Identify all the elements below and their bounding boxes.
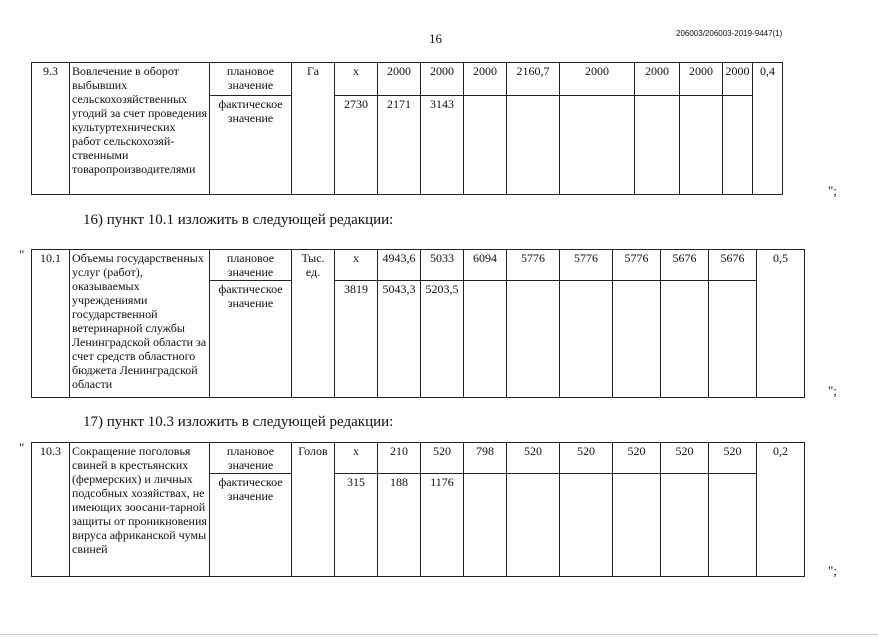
actual-value: 3819 bbox=[335, 281, 378, 398]
actual-value bbox=[613, 474, 661, 577]
actual-value bbox=[507, 96, 560, 195]
actual-value: 2730 bbox=[335, 96, 378, 195]
actual-value bbox=[680, 96, 723, 195]
planned-value: 520 bbox=[613, 443, 661, 474]
section-heading: 17) пункт 10.3 изложить в следующей редакции: bbox=[83, 414, 394, 430]
indicator-description: Сокращение поголовья свиней в крестьянских (фермерских) и личных подсобных хозяйствах, не имеющих зоосани-тарной защиты от проникновения вируса африканской чумы свиней bbox=[70, 443, 210, 577]
unit-cell: Тыс. ед. bbox=[292, 250, 335, 398]
actual-value bbox=[560, 96, 635, 195]
planned-value: 2000 bbox=[680, 63, 723, 96]
planned-value: 5033 bbox=[421, 250, 464, 281]
indicator-description: Вовлечение в оборот выбывших сельскохозяйственных угодий за счет проведения культуртехнических работ сельскохозяй-ственными товаропроизводителями bbox=[70, 63, 210, 195]
planned-value: 5676 bbox=[661, 250, 709, 281]
actual-value bbox=[464, 96, 507, 195]
opening-quote: " bbox=[19, 440, 25, 455]
document-id: 206003/206003-2019-9447(1) bbox=[676, 29, 783, 38]
actual-value bbox=[709, 281, 757, 398]
actual-value bbox=[464, 281, 507, 398]
planned-value: х bbox=[335, 63, 378, 96]
planned-value: 520 bbox=[661, 443, 709, 474]
actual-label: фактическое значение bbox=[210, 281, 292, 398]
planned-value: 2000 bbox=[464, 63, 507, 96]
unit-cell: Га bbox=[292, 63, 335, 195]
item-number: 9.3 bbox=[32, 63, 70, 195]
planned-value: х bbox=[335, 250, 378, 281]
planned-value: х bbox=[335, 443, 378, 474]
planned-value: 2160,7 bbox=[507, 63, 560, 96]
planned-label: плановое значение bbox=[210, 63, 292, 96]
actual-value bbox=[613, 281, 661, 398]
planned-label: плановое значение bbox=[210, 443, 292, 474]
actual-value bbox=[709, 474, 757, 577]
closing-quote: "; bbox=[828, 563, 837, 578]
unit-cell: Голов bbox=[292, 443, 335, 577]
planned-value: 6094 bbox=[464, 250, 507, 281]
actual-value: 188 bbox=[378, 474, 421, 577]
actual-value: 315 bbox=[335, 474, 378, 577]
planned-value: 2000 bbox=[421, 63, 464, 96]
actual-value bbox=[560, 474, 613, 577]
planned-value: 5776 bbox=[560, 250, 613, 281]
indicator-table-10-1 bbox=[31, 249, 864, 398]
indicator-table-9-3 bbox=[31, 62, 843, 195]
planned-value: 2000 bbox=[723, 63, 753, 96]
planned-value: 520 bbox=[507, 443, 560, 474]
actual-value bbox=[464, 474, 507, 577]
indicator-description: Объемы государственных услуг (работ), оказываемых учреждениями государственной ветеринарной службы Ленинградской области за счет средств областного бюджета Ленинградской области bbox=[70, 250, 210, 398]
planned-value: 5676 bbox=[709, 250, 757, 281]
closing-quote: "; bbox=[828, 383, 837, 398]
actual-value bbox=[507, 281, 560, 398]
page-edge-divider bbox=[0, 634, 878, 635]
indicator-table-10-3 bbox=[31, 442, 864, 577]
actual-value: 5203,5 bbox=[421, 281, 464, 398]
closing-quote: "; bbox=[828, 183, 837, 198]
planned-value: 798 bbox=[464, 443, 507, 474]
section-heading: 16) пункт 10.1 изложить в следующей редакции: bbox=[83, 212, 394, 228]
actual-value bbox=[661, 281, 709, 398]
planned-value: 4943,6 bbox=[378, 250, 421, 281]
actual-value bbox=[635, 96, 680, 195]
actual-value bbox=[723, 96, 753, 195]
actual-value: 1176 bbox=[421, 474, 464, 577]
planned-value: 2000 bbox=[560, 63, 635, 96]
actual-value: 5043,3 bbox=[378, 281, 421, 398]
actual-value bbox=[507, 474, 560, 577]
actual-value bbox=[560, 281, 613, 398]
item-number: 10.1 bbox=[32, 250, 70, 398]
planned-value: 5776 bbox=[613, 250, 661, 281]
planned-value: 2000 bbox=[378, 63, 421, 96]
page-number: 16 bbox=[429, 31, 442, 46]
weight-coefficient: 0,2 bbox=[757, 443, 805, 577]
planned-value: 520 bbox=[560, 443, 613, 474]
actual-label: фактическое значение bbox=[210, 474, 292, 577]
actual-label: фактическое значение bbox=[210, 96, 292, 195]
item-number: 10.3 bbox=[32, 443, 70, 577]
opening-quote: " bbox=[19, 247, 25, 262]
planned-label: плановое значение bbox=[210, 250, 292, 281]
weight-coefficient: 0,5 bbox=[757, 250, 805, 398]
actual-value: 2171 bbox=[378, 96, 421, 195]
actual-value: 3143 bbox=[421, 96, 464, 195]
weight-coefficient: 0,4 bbox=[753, 63, 783, 195]
planned-value: 5776 bbox=[507, 250, 560, 281]
planned-value: 520 bbox=[709, 443, 757, 474]
planned-value: 210 bbox=[378, 443, 421, 474]
planned-value: 520 bbox=[421, 443, 464, 474]
actual-value bbox=[661, 474, 709, 577]
planned-value: 2000 bbox=[635, 63, 680, 96]
